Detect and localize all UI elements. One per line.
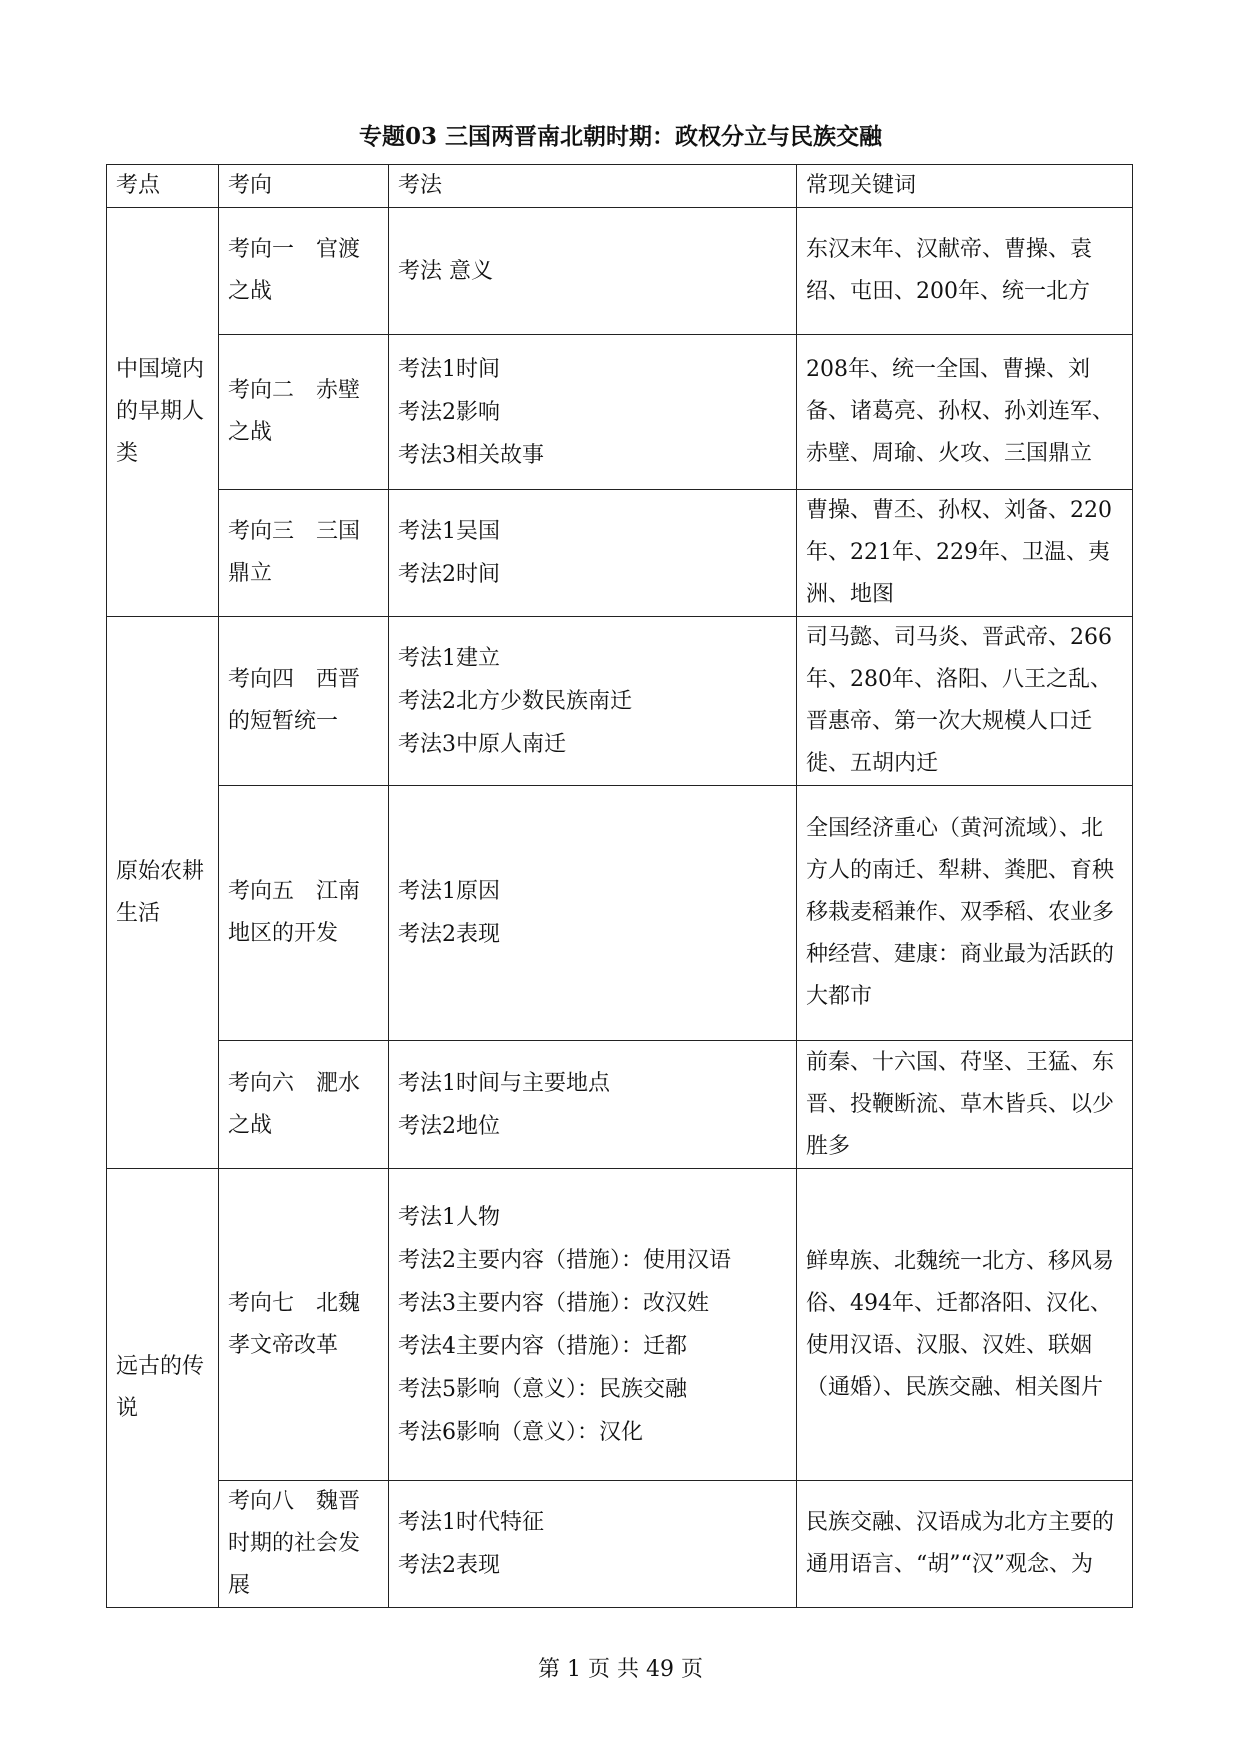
method-item: 考法2主要内容（措施）：使用汉语 <box>398 1247 731 1273</box>
table-row <box>107 1481 1133 1608</box>
method-item: 考法2表现 <box>398 1553 500 1578</box>
direction-cell: 考向三 三国鼎立 <box>219 490 389 617</box>
method-item: 考法1原因 <box>398 879 500 904</box>
method-cell <box>389 208 797 335</box>
direction-cell: 考向八 魏晋时期的社会发展 <box>219 1481 389 1608</box>
keywords-cell: 司马懿、司马炎、晋武帝、266年、280年、洛阳、八王之乱、晋惠帝、第一次大规模人口迁徙、五胡内迁 <box>797 617 1133 786</box>
table-row <box>107 1169 1133 1481</box>
direction-cell: 考向二 赤壁之战 <box>219 335 389 490</box>
table-row <box>107 335 1133 490</box>
method-item: 考法1人物 <box>398 1204 500 1230</box>
method-item: 考法3中原人南迁 <box>398 731 566 757</box>
method-item: 考法5影响（意义）：民族交融 <box>398 1376 687 1402</box>
direction-cell: 考向六 淝水之战 <box>219 1041 389 1169</box>
method-item: 考法2地位 <box>398 1113 500 1139</box>
keywords-cell: 前秦、十六国、苻坚、王猛、东晋、投鞭断流、草木皆兵、以少胜多 <box>797 1041 1133 1169</box>
page-footer: 第 1 页 共 49 页 <box>538 1657 703 1682</box>
method-item: 考法 意义 <box>398 258 493 284</box>
keywords-cell: 208年、统一全国、曹操、刘备、诸葛亮、孙权、孙刘连军、赤壁、周瑜、火攻、三国鼎立 <box>797 335 1133 490</box>
method-item: 考法1时代特征 <box>398 1510 544 1535</box>
method-cell <box>389 617 797 786</box>
method-item: 考法2北方少数民族南迁 <box>398 688 632 714</box>
table-row <box>107 490 1133 617</box>
table-header-row <box>107 165 1133 208</box>
method-item: 考法1时间与主要地点 <box>398 1070 610 1096</box>
header-kaofa: 考法 <box>389 165 797 208</box>
table-row <box>107 1041 1133 1169</box>
page-title: 专题03 三国两晋南北朝时期：政权分立与民族交融 <box>358 123 882 150</box>
method-item: 考法6影响（意义）：汉化 <box>398 1419 643 1445</box>
table-row <box>107 786 1133 1041</box>
keywords-cell: 曹操、曹丕、孙权、刘备、220年、221年、229年、卫温、夷洲、地图 <box>797 490 1133 617</box>
keywords-cell: 鲜卑族、北魏统一北方、移风易俗、494年、迁都洛阳、汉化、使用汉语、汉服、汉姓、联姻（通婚）、民族交融、相关图片 <box>797 1169 1133 1481</box>
keywords-cell: 全国经济重心（黄河流域）、北方人的南迁、犁耕、粪肥、育秧移栽麦稻兼作、双季稻、农业多种经营、建康：商业最为活跃的大都市 <box>797 786 1133 1041</box>
method-item: 考法2时间 <box>398 562 500 587</box>
keywords-cell: 东汉末年、汉献帝、曹操、袁绍、屯田、200年、统一北方 <box>797 208 1133 335</box>
method-item: 考法4主要内容（措施）：迁都 <box>398 1333 687 1359</box>
topic-table <box>106 164 1133 1608</box>
method-cell <box>389 490 797 617</box>
method-cell <box>389 1041 797 1169</box>
direction-cell: 考向五 江南地区的开发 <box>219 786 389 1041</box>
method-cell <box>389 335 797 490</box>
method-item: 考法2表现 <box>398 922 500 947</box>
keywords-cell: 民族交融、汉语成为北方主要的通用语言、“胡”“汉”观念、为 <box>797 1481 1133 1608</box>
header-keywords: 常现关键词 <box>797 165 1133 208</box>
topic-cell: 原始农耕生活 <box>107 617 219 1169</box>
direction-cell: 考向四 西晋的短暂统一 <box>219 617 389 786</box>
method-cell <box>389 786 797 1041</box>
method-item: 考法3相关故事 <box>398 442 544 468</box>
method-item: 考法1吴国 <box>398 519 500 544</box>
method-item: 考法1时间 <box>398 356 500 382</box>
method-cell <box>389 1169 797 1481</box>
header-kaodian: 考点 <box>107 165 219 208</box>
header-kaoxiang: 考向 <box>219 165 389 208</box>
method-item: 考法2影响 <box>398 399 500 425</box>
table-row <box>107 617 1133 786</box>
direction-cell: 考向一 官渡之战 <box>219 208 389 335</box>
method-item: 考法3主要内容（措施）：改汉姓 <box>398 1290 709 1316</box>
direction-cell: 考向七 北魏孝文帝改革 <box>219 1169 389 1481</box>
topic-cell: 远古的传说 <box>107 1169 219 1608</box>
method-cell <box>389 1481 797 1608</box>
table-row <box>107 208 1133 335</box>
topic-cell: 中国境内的早期人类 <box>107 208 219 617</box>
method-item: 考法1建立 <box>398 645 500 671</box>
